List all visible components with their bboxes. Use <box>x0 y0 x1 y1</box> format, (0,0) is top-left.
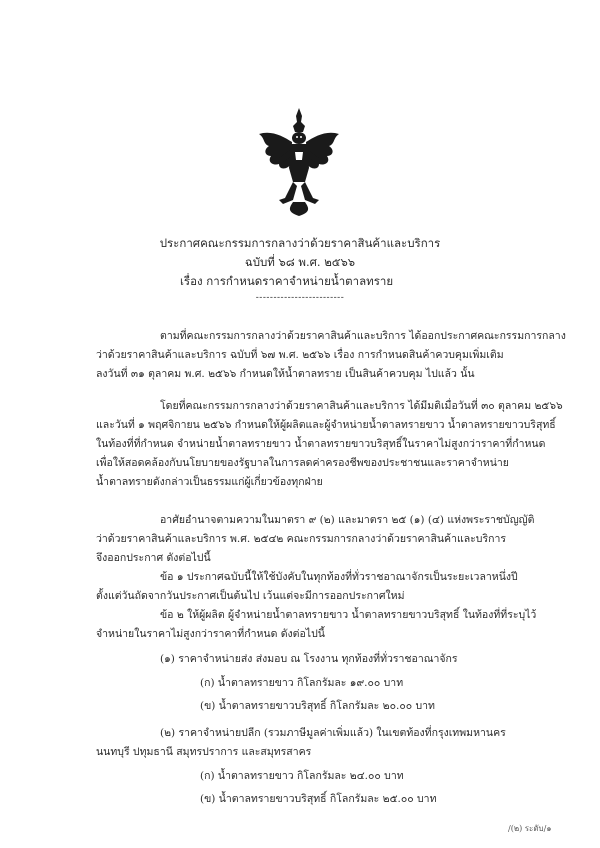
para1-line: ลงวันที่ ๓๑ ตุลาคม พ.ศ. ๒๕๖๖ กำหนดให้น้ำตาลทราย เป็นสินค้าควบคุม ไปแล้ว นั้น <box>96 368 475 380</box>
item2-sub-a: (ก) น้ำตาลทรายขาว กิโลกรัมละ ๒๔.๐๐ บาท <box>200 770 404 782</box>
para2-line: และวันที่ ๑ พฤศจิกายน ๒๕๖๖ กำหนดให้ผู้ผลิตและผู้จำหน่ายน้ำตาลทรายขาว น้ำตาลทรายขาวบริสุทธิ์ <box>96 419 556 431</box>
item2-sub-b: (ข) น้ำตาลทรายขาวบริสุทธิ์ กิโลกรัมละ ๒๕.๐๐ บาท <box>200 793 437 805</box>
para2-line: โดยที่คณะกรรมการกลางว่าด้วยราคาสินค้าและบริการ ได้มีมติเมื่อวันที่ ๓๐ ตุลาคม ๒๕๖๖ <box>160 400 563 412</box>
clause1-line: ข้อ ๑ ประกาศฉบับนี้ให้ใช้บังคับในทุกท้องที่ทั่วราชอาณาจักรเป็นระยะเวลาหนึ่งปี <box>160 571 518 583</box>
para3-line: ว่าด้วยราคาสินค้าและบริการ พ.ศ. ๒๕๔๒ คณะกรรมการกลางว่าด้วยราคาสินค้าและบริการ <box>96 533 507 545</box>
clause2-line: จำหน่ายในราคาไม่สูงกว่าราคาที่กำหนด ดังต่อไปนี้ <box>96 628 325 640</box>
page-reference: /(๒) ระดับ/๑ <box>508 824 552 833</box>
item1-sub-a: (ก) น้ำตาลทรายขาว กิโลกรัมละ ๑๙.๐๐ บาท <box>200 677 404 689</box>
item1-sub-b: (ข) น้ำตาลทรายขาวบริสุทธิ์ กิโลกรัมละ ๒๐.๐๐ บาท <box>200 700 435 712</box>
garuda-emblem-icon <box>257 108 341 216</box>
para2-line: ในท้องที่ที่กำหนด จำหน่ายน้ำตาลทรายขาว น้ำตาลทรายขาวบริสุทธิ์ในราคาไม่สูงกว่าราคาที่กำหนด <box>96 438 546 450</box>
para3-line: จึงออกประกาศ ดังต่อไปนี้ <box>96 552 211 564</box>
clause2-line: ข้อ ๒ ให้ผู้ผลิต ผู้จำหน่ายน้ำตาลทรายขาว น้ำตาลทรายขาวบริสุทธิ์ ในท้องที่ที่ระบุไว้ <box>160 609 537 621</box>
para1-line: ว่าด้วยราคาสินค้าและบริการ ฉบับที่ ๖๗ พ.ศ. ๒๕๖๖ เรื่อง การกำหนดสินค้าควบคุมเพิ่มเติม <box>96 349 504 361</box>
item2-heading: (๒) ราคาจำหน่ายปลีก (รวมภาษีมูลค่าเพิ่มแล้ว) ในเขตท้องที่กรุงเทพมหานคร <box>160 727 506 739</box>
para2-line: น้ำตาลทรายดังกล่าวเป็นธรรมแก่ผู้เกี่ยวข้องทุกฝ่าย <box>96 476 323 488</box>
document-subject: เรื่อง การกำหนดราคาจำหน่ายน้ำตาลทราย <box>180 274 394 288</box>
para3-line: อาศัยอำนาจตามความในมาตรา ๙ (๒) และมาตรา ๒๕ (๑) (๔) แห่งพระราชบัญญัติ <box>160 514 535 526</box>
divider: ------------------------- <box>255 293 345 303</box>
item2-heading-cont: นนทบุรี ปทุมธานี สมุทรปราการ และสมุทรสาคร <box>96 746 312 758</box>
clause1-line: ตั้งแต่วันถัดจากวันประกาศเป็นต้นไป เว้นแต่จะมีการออกประกาศใหม่ <box>96 590 405 602</box>
item1-heading: (๑) ราคาจำหน่ายส่ง ส่งมอบ ณ โรงงาน ทุกท้องที่ทั่วราชอาณาจักร <box>160 653 458 665</box>
document-title: ประกาศคณะกรรมการกลางว่าด้วยราคาสินค้าและบริการ <box>159 236 441 250</box>
para2-line: เพื่อให้สอดคล้องกับนโยบายของรัฐบาลในการลดค่าครองชีพของประชาชนและราคาจำหน่าย <box>96 457 509 469</box>
document-number: ฉบับที่ ๖๘ พ.ศ. ๒๕๖๖ <box>244 255 356 269</box>
para1-line: ตามที่คณะกรรมการกลางว่าด้วยราคาสินค้าและบริการ ได้ออกประกาศคณะกรรมการกลาง <box>160 330 566 342</box>
